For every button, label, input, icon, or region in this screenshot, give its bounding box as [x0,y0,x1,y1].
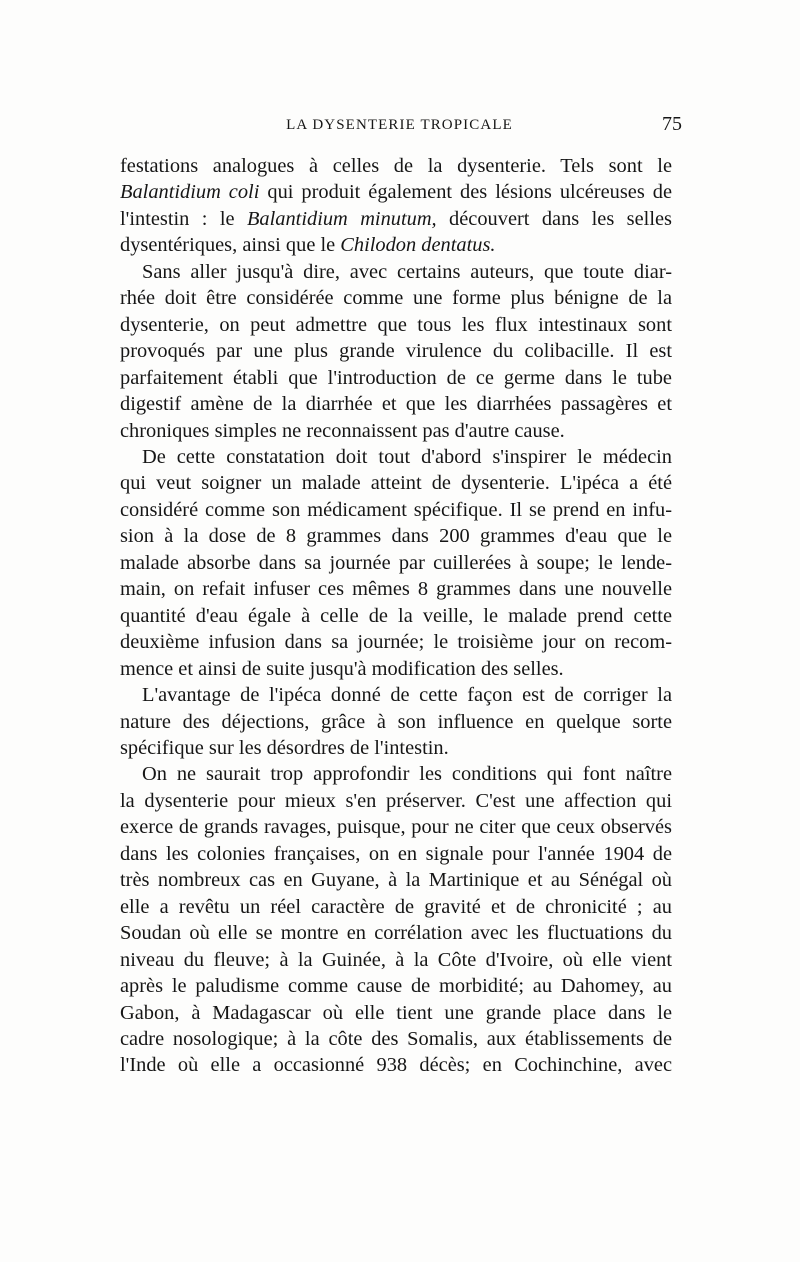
text-run: qui produit également des lésions ulcéreuses de [259,181,672,204]
text-line: dans les colonies françaises, on en signale pour l'année 1904 de [120,842,672,865]
text-line: quantité d'eau égale à celle de la veille, le malade prend cette [120,604,672,627]
text-line: chroniques simples ne reconnaissent pas d'autre cause. [120,419,565,442]
text-line: provoqués par une plus grande virulence du colibacille. Il est [120,340,672,363]
text-line: sion à la dose de 8 grammes dans 200 grammes d'eau que le [120,525,672,548]
text-line: Sans aller jusqu'à dire, avec certains auteurs, que toute diar- [142,260,672,283]
text-line [120,232,672,258]
text-line: rhée doit être considérée comme une forme plus bénigne de la [120,287,672,310]
text-line: elle a revêtu un réel caractère de gravité et de chronicité ; au [120,895,672,918]
text-line: Gabon, à Madagascar où elle tient une grande place dans le [120,1001,672,1024]
text-line: cadre nosologique; à la côte des Somalis, aux établissements de [120,1027,672,1050]
paragraph [120,761,672,1078]
text-line: la dysenterie pour mieux s'en préserver. C'est une affection qui [120,789,672,812]
paragraph [120,153,672,259]
page-number: 75 [662,113,682,135]
text-line: niveau du fleuve; à la Guinée, à la Côte d'Ivoire, où elle vient [120,948,672,971]
text-line [120,179,672,205]
text-line: qui veut soigner un malade atteint de dysenterie. L'ipéca a été [120,472,672,495]
italic-term: Chilodon dentatus. [340,234,496,257]
text-line: L'avantage de l'ipéca donné de cette façon est de corriger la [142,684,672,707]
text-line: spécifique sur les désordres de l'intestin. [120,736,449,759]
text-line: exerce de grands ravages, puisque, pour ne citer que ceux observés [120,816,672,839]
text-run: découvert dans les selles [436,207,672,230]
text-line: malade absorbe dans sa journée par cuillerées à soupe; le lende- [120,551,672,574]
text-line: Soudan où elle se montre en corrélation avec les fluctuations du [120,922,672,945]
text-line: considéré comme son médicament spécifique. Il se prend en infu- [120,498,672,521]
body-text [120,153,672,1079]
text-line: De cette constatation doit tout d'abord s'inspirer le médecin [142,445,672,468]
running-head [117,113,682,139]
text-line: main, on refait infuser ces mêmes 8 grammes dans une nouvelle [120,578,672,601]
text-run: dysentériques, ainsi que le [120,234,341,257]
text-run: l'intestin : le [120,207,247,230]
text-line [120,206,672,232]
italic-term: Balantidium coli [120,181,260,204]
text-line: digestif amène de la diarrhée et que les diarrhées passagères et [120,393,672,416]
text-line: festations analogues à celles de la dysenterie. Tels sont le [120,155,672,177]
paragraph [120,259,672,444]
text-line: On ne saurait trop approfondir les conditions qui font naître [142,763,672,786]
text-line: l'Inde où elle a occasionné 938 décès; en Cochinchine, avec [120,1054,672,1077]
text-line: nature des déjections, grâce à son influence en quelque sorte [120,710,672,733]
text-line: dysenterie, on peut admettre que tous les flux intestinaux sont [120,313,672,336]
paragraph [120,682,672,761]
text-line: parfaitement établi que l'introduction de ce germe dans le tube [120,366,672,389]
text-line: après le paludisme comme cause de morbidité; au Dahomey, au [120,975,672,998]
text-line: deuxième infusion dans sa journée; le troisième jour on recom- [120,631,672,654]
italic-term: Balantidium minutum, [246,207,437,230]
paragraph [120,444,672,682]
running-title: LA DYSENTERIE TROPICALE [286,117,513,133]
text-line: mence et ainsi de suite jusqu'à modification des selles. [120,657,564,680]
text-line: très nombreux cas en Guyane, à la Martinique et au Sénégal où [120,869,672,892]
